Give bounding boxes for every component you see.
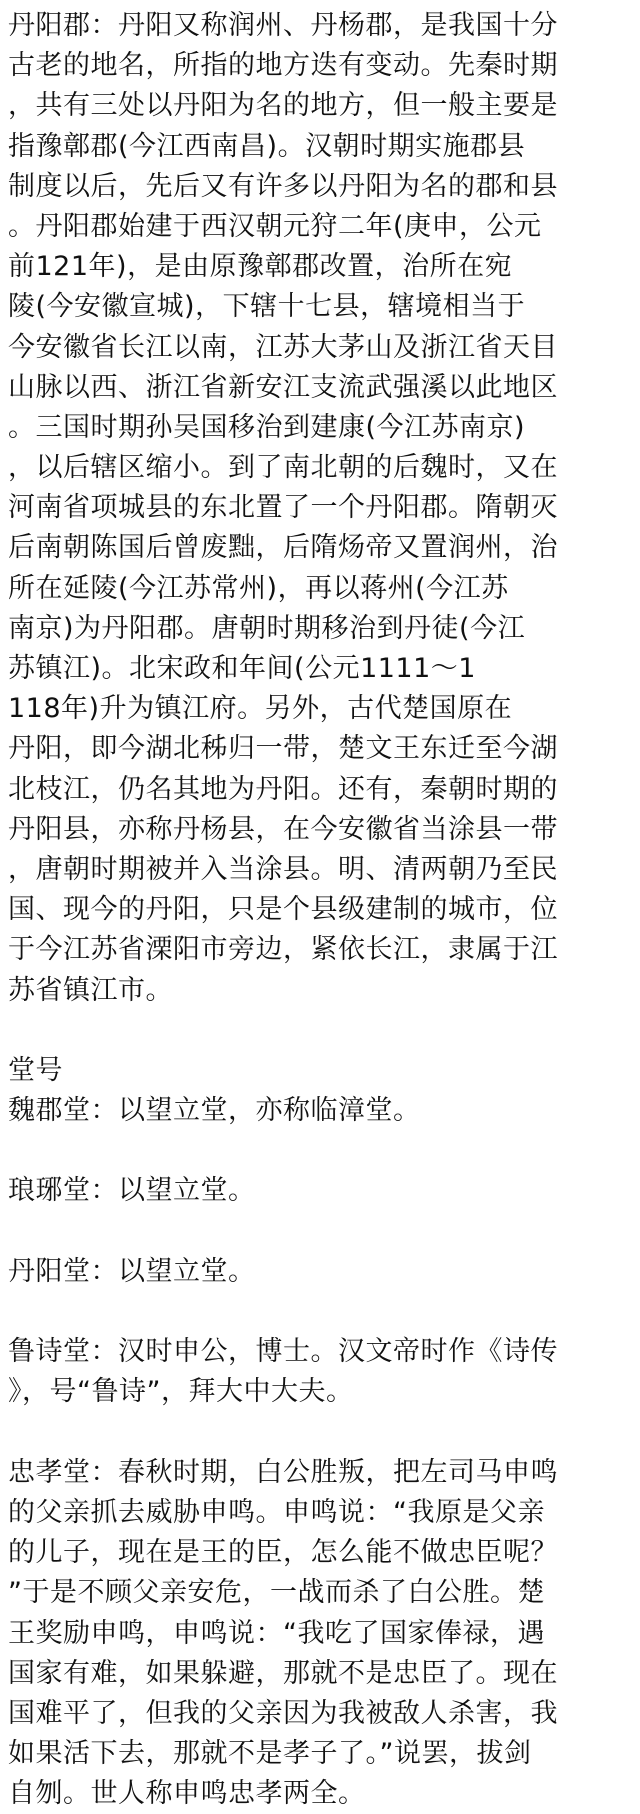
text-line: 的儿子，现在是王的臣，怎么能不做忠臣呢？ bbox=[8, 1537, 558, 1569]
text-line: 后南朝陈国后曾废黜，后隋炀帝又置润州，治 bbox=[8, 532, 558, 564]
text-line: 国、现今的丹阳，只是个县级建制的城市，位 bbox=[8, 894, 558, 926]
text-line: 所在延陵(今江苏常州)，再以蒋州(今江苏 bbox=[8, 572, 509, 604]
text-line: 如果活下去，那就不是孝子了。”说罢，拔剑 bbox=[8, 1738, 532, 1770]
text-line: 丹阳堂：以望立堂。 bbox=[8, 1255, 256, 1287]
text-line: 北枝江，仍名其地为丹阳。还有，秦朝时期的 bbox=[8, 773, 558, 805]
blank-line bbox=[8, 1292, 632, 1332]
text-line: 。三国时期孙吴国移治到建康(今江苏南京) bbox=[8, 411, 526, 443]
text-line: 的父亲抓去威胁申鸣。申鸣说：“我原是父亲 bbox=[8, 1496, 545, 1528]
text-line: 118年)升为镇江府。另外，古代楚国原在 bbox=[8, 693, 513, 725]
text-line: 南京)为丹阳郡。唐朝时期移治到丹徒(今江 bbox=[8, 612, 526, 644]
text-line: 指豫鄣郡(今江西南昌)。汉朝时期实施郡县 bbox=[8, 130, 526, 162]
text-line: 丹阳，即今湖北秭归一带，楚文王东迁至今湖 bbox=[8, 733, 558, 765]
text-line: 河南省项城县的东北置了一个丹阳郡。隋朝灭 bbox=[8, 492, 558, 524]
text-line: 古老的地名，所指的地方迭有变动。先秦时期 bbox=[8, 50, 558, 82]
text-line: 国家有难，如果躲避，那就不是忠臣了。现在 bbox=[8, 1657, 558, 1689]
section-heading: 堂号 bbox=[8, 1054, 63, 1086]
text-line: ，共有三处以丹阳为名的地方，但一般主要是 bbox=[8, 90, 558, 122]
text-line: 丹阳郡：丹阳又称润州、丹杨郡，是我国十分 bbox=[8, 10, 558, 41]
text-line: 前121年)，是由原豫鄣郡改置，治所在宛 bbox=[8, 251, 513, 283]
blank-line bbox=[8, 1212, 632, 1252]
blank-line bbox=[8, 1011, 632, 1051]
text-line: 自刎。世人称申鸣忠孝两全。 bbox=[8, 1778, 366, 1810]
text-line: 琅琊堂：以望立堂。 bbox=[8, 1175, 256, 1207]
text-line: 山脉以西、浙江省新安江支流武强溪以此地区 bbox=[8, 371, 558, 403]
text-line: 于今江苏省溧阳市旁边，紧依长江，隶属于江 bbox=[8, 934, 558, 966]
text-line: 王奖励申鸣，申鸣说：“我吃了国家俸禄，遇 bbox=[8, 1617, 545, 1649]
text-line: 苏镇江)。北宋政和年间(公元1111～1 bbox=[8, 653, 476, 684]
text-line: 丹阳县，亦称丹杨县，在今安徽省当涂县一带 bbox=[8, 813, 558, 845]
document-text bbox=[8, 6, 632, 1814]
text-line: 鲁诗堂：汉时申公，博士。汉文帝时作《诗传 bbox=[8, 1336, 558, 1368]
text-line: 魏郡堂：以望立堂，亦称临漳堂。 bbox=[8, 1095, 421, 1127]
text-line: ”于是不顾父亲安危，一战而杀了白公胜。楚 bbox=[8, 1577, 545, 1609]
text-line: 陵(今安徽宣城)，下辖十七县，辖境相当于 bbox=[8, 291, 526, 323]
text-line: 。丹阳郡始建于西汉朝元狩二年(庚申，公元 bbox=[8, 210, 542, 242]
text-line: 苏省镇江市。 bbox=[8, 974, 173, 1006]
text-line: 制度以后，先后又有许多以丹阳为名的郡和县 bbox=[8, 170, 558, 202]
blank-line bbox=[8, 1131, 632, 1171]
text-line: 》，号“鲁诗”，拜大中大夫。 bbox=[8, 1376, 354, 1408]
text-line: 国难平了，但我的父亲因为我被敌人杀害，我 bbox=[8, 1697, 558, 1729]
text-line: ，唐朝时期被并入当涂县。明、清两朝乃至民 bbox=[8, 853, 558, 885]
text-line: 今安徽省长江以南，江苏大茅山及浙江省天目 bbox=[8, 331, 558, 363]
text-line: ，以后辖区缩小。到了南北朝的后魏时，又在 bbox=[8, 452, 558, 484]
blank-line bbox=[8, 1413, 632, 1453]
text-line: 忠孝堂：春秋时期，白公胜叛，把左司马申鸣 bbox=[8, 1456, 558, 1488]
